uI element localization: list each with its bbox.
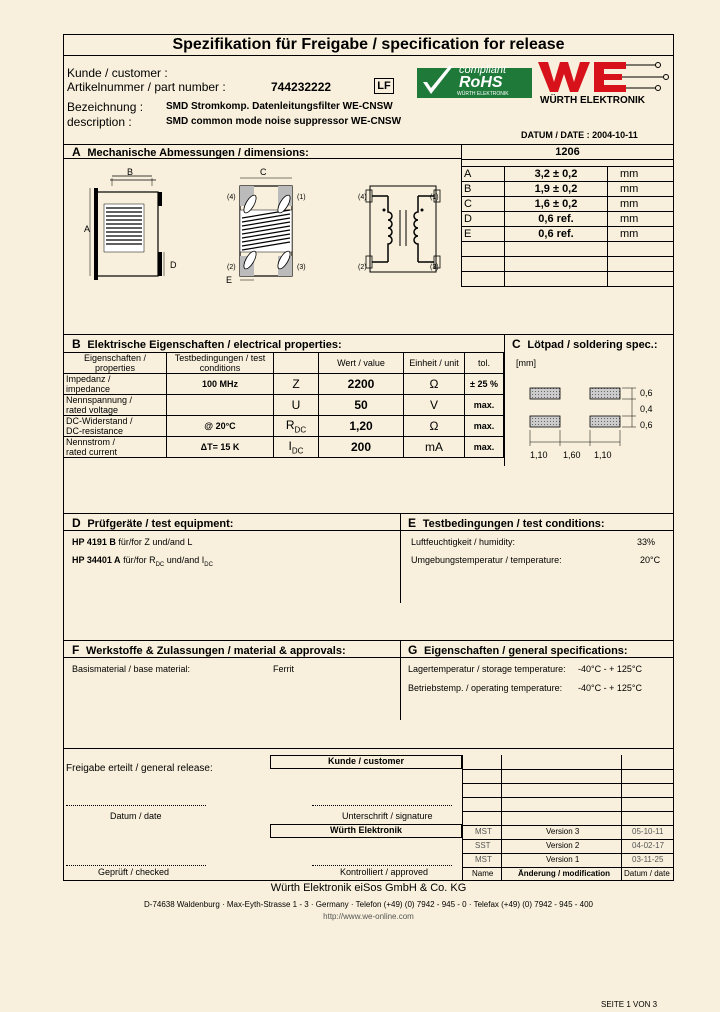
section-b-header (72, 337, 342, 351)
size-header: 1206 (462, 145, 674, 160)
section-c-letter: C (512, 337, 521, 351)
version-date: 03-11-25 (632, 855, 664, 864)
equipment-2-sub2: DC (204, 561, 213, 568)
rohs-brand-text: WÜRTH ELEKTRONIK (457, 91, 509, 97)
prop-name: Nennstrom / (66, 437, 116, 447)
col-unit: Einheit / unit (404, 353, 465, 374)
signature-line-1 (312, 805, 452, 806)
test-condition: @ 20°C (167, 416, 274, 437)
equipment-2-name: HP 34401 A (72, 555, 121, 565)
unit: Ω (404, 374, 465, 395)
dim-label-d: D (170, 260, 177, 270)
test-condition: ΔT= 15 K (167, 437, 274, 458)
equipment-2-use: für/for R (123, 555, 156, 565)
equipment-1-name: HP 4191 B (72, 537, 116, 547)
condition-value-humidity: 33% (637, 537, 656, 547)
dim-unit: mm (608, 197, 674, 212)
section-b-title: Elektrische Eigenschaften / electrical properties: (87, 339, 342, 351)
top-view-drawing (222, 164, 322, 284)
pin-label-2-sch: (2) (358, 264, 367, 271)
dim-unit: mm (608, 212, 674, 227)
equipment-line-1 (72, 537, 192, 547)
version-grid-row (462, 825, 674, 826)
equipment-2-mid: und/and I (164, 555, 205, 565)
rohs-text: RoHS (459, 74, 503, 91)
dim-unit: mm (608, 227, 674, 242)
dimensions-table (461, 144, 674, 287)
pin-label-1-sch: (1) (430, 194, 439, 201)
equipment-1-use: für/for Z und/and L (118, 537, 193, 547)
pad-dim-1: 0,6 (640, 388, 653, 398)
table-row (64, 395, 504, 416)
section-a-underline (63, 158, 461, 159)
condition-value-temp: 20°C (640, 555, 661, 565)
symbol-sub: DC (294, 425, 307, 435)
table-row (64, 374, 504, 395)
col-conditions: Testbedingungen / test conditions (167, 353, 274, 374)
section-f-header (72, 643, 346, 657)
section-a-letter: A (72, 145, 81, 159)
section-e-title: Testbedingungen / test conditions: (422, 518, 605, 530)
designation-label: Bezeichnung : (67, 100, 144, 114)
prop-name-en: rated current (66, 447, 118, 457)
we-logo (536, 58, 670, 106)
dim-unit: mm (608, 167, 674, 182)
pin-label-2-top: (2) (227, 264, 236, 271)
dim-unit: mm (608, 182, 674, 197)
solder-pad-drawing (520, 382, 660, 454)
approved-label: Kontrolliert / approved (340, 867, 429, 877)
rohs-compliant-text: compliant (459, 64, 507, 76)
pad-dim-6: 1,10 (594, 450, 612, 460)
checked-line (66, 865, 206, 866)
dim-value: 3,2 ± 0,2 (505, 167, 608, 182)
dim-value: 0,6 ref. (505, 212, 608, 227)
section-c-divider (504, 334, 505, 466)
pad-dim-2: 0,4 (640, 404, 653, 414)
unit: Ω (404, 416, 465, 437)
version-grid-row (462, 797, 674, 798)
description-label: description : (67, 115, 132, 129)
section-e-header (408, 516, 605, 530)
table-row (462, 242, 674, 257)
section-d-letter: D (72, 516, 81, 530)
version-name: MST (475, 855, 492, 864)
section-f-letter: F (72, 643, 80, 657)
table-row (462, 257, 674, 272)
section-b-letter: B (72, 337, 81, 351)
tolerance: max. (465, 437, 504, 458)
footer-address: D-74638 Waldenburg · Max-Eyth-Strasse 1 - 3 · Germany · Telefon (+49) (0) 7942 - 945 - 0 · Telefax (+49) (0) 7942 - 945 - 400 (144, 900, 593, 909)
customer-header: Kunde / customer (327, 756, 404, 766)
prop-name: Impedanz / (66, 374, 111, 384)
dim-key: D (462, 212, 505, 227)
signature-label: Unterschrift / signature (342, 811, 433, 821)
table-row (462, 197, 674, 212)
version-label: Version 1 (546, 855, 580, 864)
part-number: 744232222 (271, 80, 332, 94)
dim-value: 1,6 ± 0,2 (505, 197, 608, 212)
version-date: 04-02-17 (632, 841, 665, 850)
test-condition (167, 395, 274, 416)
spec-value-operating: -40°C - + 125°C (578, 683, 642, 693)
symbol-sub: DC (291, 446, 304, 456)
table-row (462, 227, 674, 242)
wurth-header: Würth Elektronik (329, 825, 402, 835)
section-c-title: Lötpad / soldering spec.: (527, 339, 658, 351)
tolerance: max. (465, 416, 504, 437)
symbol: Z (292, 377, 300, 391)
spec-label-storage: Lagertemperatur / storage temperature: (408, 664, 566, 674)
condition-label-humidity: Luftfeuchtigkeit / humidity: (411, 537, 516, 547)
dim-label-c: C (260, 167, 267, 177)
symbol: U (291, 398, 301, 412)
section-de-divider (400, 513, 401, 603)
dim-key: A (462, 167, 505, 182)
version-header-date: Datum / date (624, 869, 670, 878)
dim-label-a: A (84, 224, 91, 234)
test-condition: 100 MHz (167, 374, 274, 395)
date: DATUM / DATE : 2004-10-11 (521, 130, 638, 140)
version-grid-row (462, 769, 674, 770)
spec-value-storage: -40°C - + 125°C (578, 664, 642, 674)
lf-badge: LF (374, 78, 394, 94)
value: 2200 (319, 374, 404, 395)
customer-label: Kunde / customer : (67, 66, 168, 80)
part-label: Artikelnummer / part number : (67, 80, 226, 94)
version-date: 05-10-11 (632, 827, 664, 836)
table-row (64, 437, 504, 458)
pin-label-3-top: (3) (297, 264, 306, 271)
version-label: Version 3 (546, 827, 580, 836)
base-material-label: Basismaterial / base material: (72, 664, 191, 674)
dim-value: 1,9 ± 0,2 (505, 182, 608, 197)
version-header-name: Name (472, 869, 494, 878)
symbol: R (285, 417, 295, 432)
version-grid-col2 (501, 755, 502, 881)
footer-web: http://www.we-online.com (323, 912, 414, 921)
electrical-table (63, 352, 504, 458)
value: 1,20 (319, 416, 404, 437)
version-grid-row (462, 783, 674, 784)
release-label: Freigabe erteilt / general release: (66, 763, 213, 774)
logo-text: WÜRTH ELEKTRONIK (540, 95, 645, 106)
version-label: Version 2 (546, 841, 580, 850)
equipment-2-sub: DC (155, 561, 165, 568)
designation: SMD Stromkomp. Datenleitungsfilter WE-CNSW (166, 101, 393, 112)
section-g-header (408, 643, 628, 657)
date-label-1: Datum / date (110, 811, 162, 821)
tolerance: ± 25 % (465, 374, 504, 395)
version-grid-row (462, 839, 674, 840)
we-logo-icon (536, 58, 670, 94)
section-fg-divider (400, 640, 401, 720)
section-a-title: Mechanische Abmessungen / dimensions: (87, 147, 309, 159)
dim-key: C (462, 197, 505, 212)
description: SMD common mode noise suppressor WE-CNSW (166, 116, 402, 127)
dim-value: 0,6 ref. (505, 227, 608, 242)
table-row (462, 182, 674, 197)
section-d-header (72, 516, 233, 530)
section-f-title: Werkstoffe & Zulassungen / material & approvals: (86, 645, 346, 657)
section-de-rule (63, 513, 674, 514)
pad-unit: [mm] (516, 358, 536, 368)
base-material-value: Ferrit (273, 664, 294, 674)
dim-key: E (462, 227, 505, 242)
spacer-row (462, 160, 674, 167)
version-grid-row (462, 811, 674, 812)
unit: mA (404, 437, 465, 458)
section-b-rule (63, 334, 674, 335)
section-e-letter: E (408, 516, 417, 530)
section-fg-rule (63, 640, 674, 641)
prop-name-en: DC-resistance (66, 426, 124, 436)
table-row (462, 212, 674, 227)
pin-label-3-sch: (3) (430, 264, 439, 271)
unit: V (404, 395, 465, 416)
page-title: Spezifikation für Freigabe / specification for release (172, 36, 565, 53)
pin-label-1-top: (1) (297, 194, 306, 201)
section-f-underline (63, 657, 674, 658)
version-header-change: Änderung / modification (518, 869, 610, 878)
section-d-title: Prüfgeräte / test equipment: (87, 518, 234, 530)
release-rule (63, 748, 674, 749)
pad-dim-5: 1,60 (563, 450, 581, 460)
section-d-underline (63, 530, 674, 531)
prop-name: Nennspannung / (66, 395, 133, 405)
version-grid-row (462, 867, 674, 868)
section-a-header (72, 145, 309, 159)
pad-dim-4: 1,10 (530, 450, 548, 460)
col-value: Wert / value (319, 353, 404, 374)
value: 50 (319, 395, 404, 416)
col-properties: Eigenschaften / properties (64, 353, 167, 374)
version-name: SST (475, 841, 491, 850)
condition-label-temp: Umgebungstemperatur / temperature: (411, 555, 562, 565)
tolerance: max. (465, 395, 504, 416)
value: 200 (319, 437, 404, 458)
checked-label: Geprüft / checked (98, 867, 170, 877)
version-grid-left (462, 755, 463, 881)
section-g-letter: G (408, 643, 418, 657)
equipment-line-2 (72, 555, 213, 568)
side-view-drawing (82, 164, 182, 284)
dim-label-b: B (127, 167, 134, 177)
footer-company: Würth Elektronik eiSos GmbH & Co. KG (270, 882, 467, 894)
section-g-title: Eigenschaften / general specifications: (424, 645, 628, 657)
version-grid-row (462, 853, 674, 854)
prop-name: DC-Widerstand / (66, 416, 133, 426)
pin-label-4-sch: (4) (358, 194, 367, 201)
page-number: SEITE 1 VON 3 (601, 1000, 658, 1009)
prop-name-en: impedance (66, 384, 111, 394)
col-tol: tol. (465, 353, 504, 374)
symbol: I (288, 438, 292, 453)
prop-name-en: rated voltage (66, 405, 119, 415)
date-line-1 (66, 805, 206, 806)
spec-label-operating: Betriebstemp. / operating temperature: (408, 683, 563, 693)
pin-label-4-top: (4) (227, 194, 236, 201)
table-row (462, 167, 674, 182)
version-grid-col3 (621, 755, 622, 881)
table-row (64, 416, 504, 437)
approved-line (312, 865, 452, 866)
dim-key: B (462, 182, 505, 197)
version-name: MST (475, 827, 492, 836)
table-row (462, 272, 674, 287)
rohs-logo (415, 64, 535, 102)
pad-dim-3: 0,6 (640, 420, 653, 430)
section-c-header (512, 337, 658, 351)
dim-label-e: E (226, 275, 233, 285)
